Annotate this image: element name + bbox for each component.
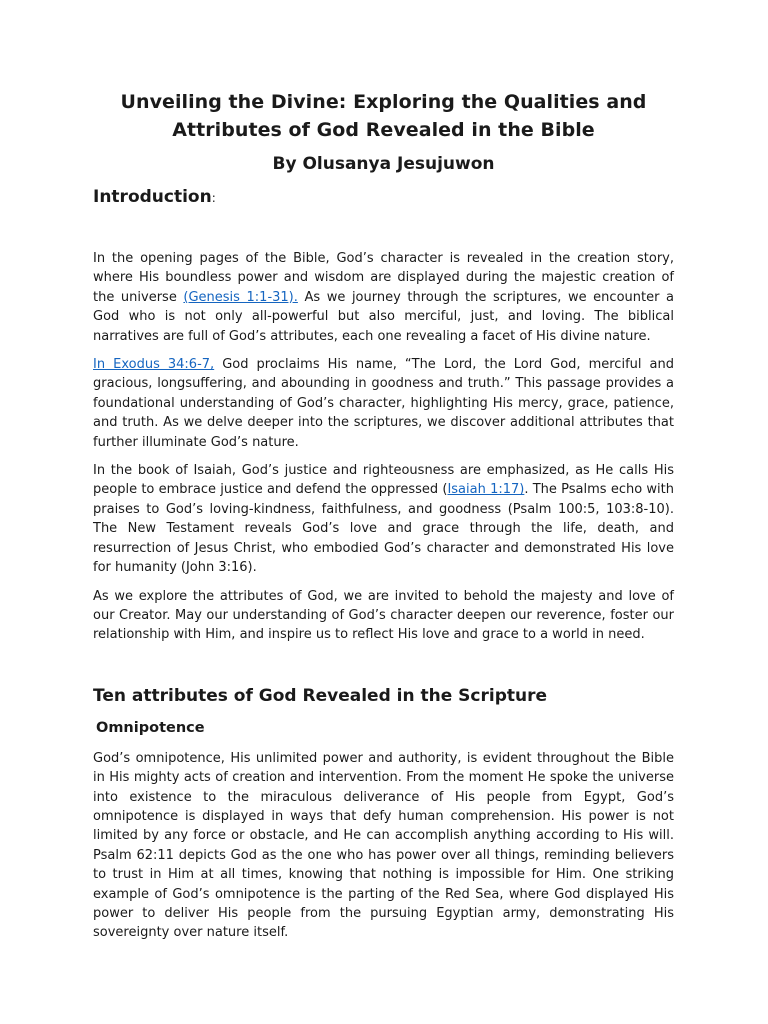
intro-paragraph-2: [93, 355, 674, 452]
intro-paragraph-3-before: In the book of Isaiah, God’s justice and righteousness are emphasized, as He calls His people to embrace justice and defend the oppressed (: [93, 463, 674, 498]
intro-paragraph-3-after: . The Psalms echo with praises to God’s loving-kindness, faithfulness, and goodness (Psalm 100:5, 103:8-10). The New Testament reveals God’s love and grace through the life, death, and resurrection of Jesus Christ, who embodied God’s character and demonstrated His love for humanity (John 3:16).: [93, 482, 674, 576]
author-byline: By Olusanya Jesujuwon: [272, 154, 495, 174]
intro-paragraph-1: [93, 249, 674, 346]
isaiah-reference-link[interactable]: Isaiah 1:17): [447, 482, 525, 498]
intro-paragraph-1-after: As we journey through the scriptures, we encounter a God who is not only all-powerful but also merciful, just, and loving. The biblical narratives are full of God’s attributes, each one revealing a facet of His divine nature.: [93, 289, 674, 344]
attributes-section-heading: Ten attributes of God Revealed in the Scripture: [93, 685, 548, 706]
intro-paragraph-2-after: God proclaims His name, “The Lord, the Lord God, merciful and gracious, longsuffering, and abounding in goodness and truth.” This passage provides a foundational understanding of God’s character, highlighting His mercy, grace, patience, and truth. As we delve deeper into the scriptures, we discover additional attributes that further illuminate God’s nature.: [93, 357, 674, 450]
introduction-heading-colon: :: [211, 191, 216, 205]
omnipotence-paragraph: God’s omnipotence, His unlimited power and authority, is evident throughout the Bible in His mighty acts of creation and intervention. From the moment He spoke the universe into existence to the miraculous deliverance of His people from Egypt, God’s omnipotence is displayed in ways that defy human comprehension. His power is not limited by any force or obstacle, and He can accomplish anything according to His will. Psalm 62:11 depicts God as the one who has power over all things, reminding believers to trust in Him at all times, knowing that nothing is impossible for Him. One striking example of God’s omnipotence is the parting of the Red Sea, where God displayed His power to deliver His people from the pursuing Egyptian army, demonstrating His sovereignty over nature itself.: [93, 750, 674, 941]
introduction-heading-text: Introduction: [93, 187, 212, 207]
intro-paragraph-4: As we explore the attributes of God, we are invited to behold the majesty and love of our Creator. May our understanding of God’s character deepen our reverence, foster our relationship with Him, and inspire us to reflect His love and grace to a world in need.: [93, 588, 674, 643]
document-title: Unveiling the Divine: Exploring the Qualities and Attributes of God Revealed in the Bible: [120, 91, 647, 141]
omnipotence-heading: Omnipotence: [96, 719, 205, 736]
intro-paragraph-1-before: In the opening pages of the Bible, God’s character is revealed in the creation story, where His boundless power and wisdom are displayed during the majestic creation of the universe: [93, 251, 674, 305]
exodus-reference-link[interactable]: In Exodus 34:6-7,: [93, 357, 215, 373]
introduction-heading: [93, 186, 674, 209]
intro-paragraph-3: [93, 461, 674, 577]
genesis-reference-link[interactable]: (Genesis 1:1-31).: [183, 289, 298, 305]
